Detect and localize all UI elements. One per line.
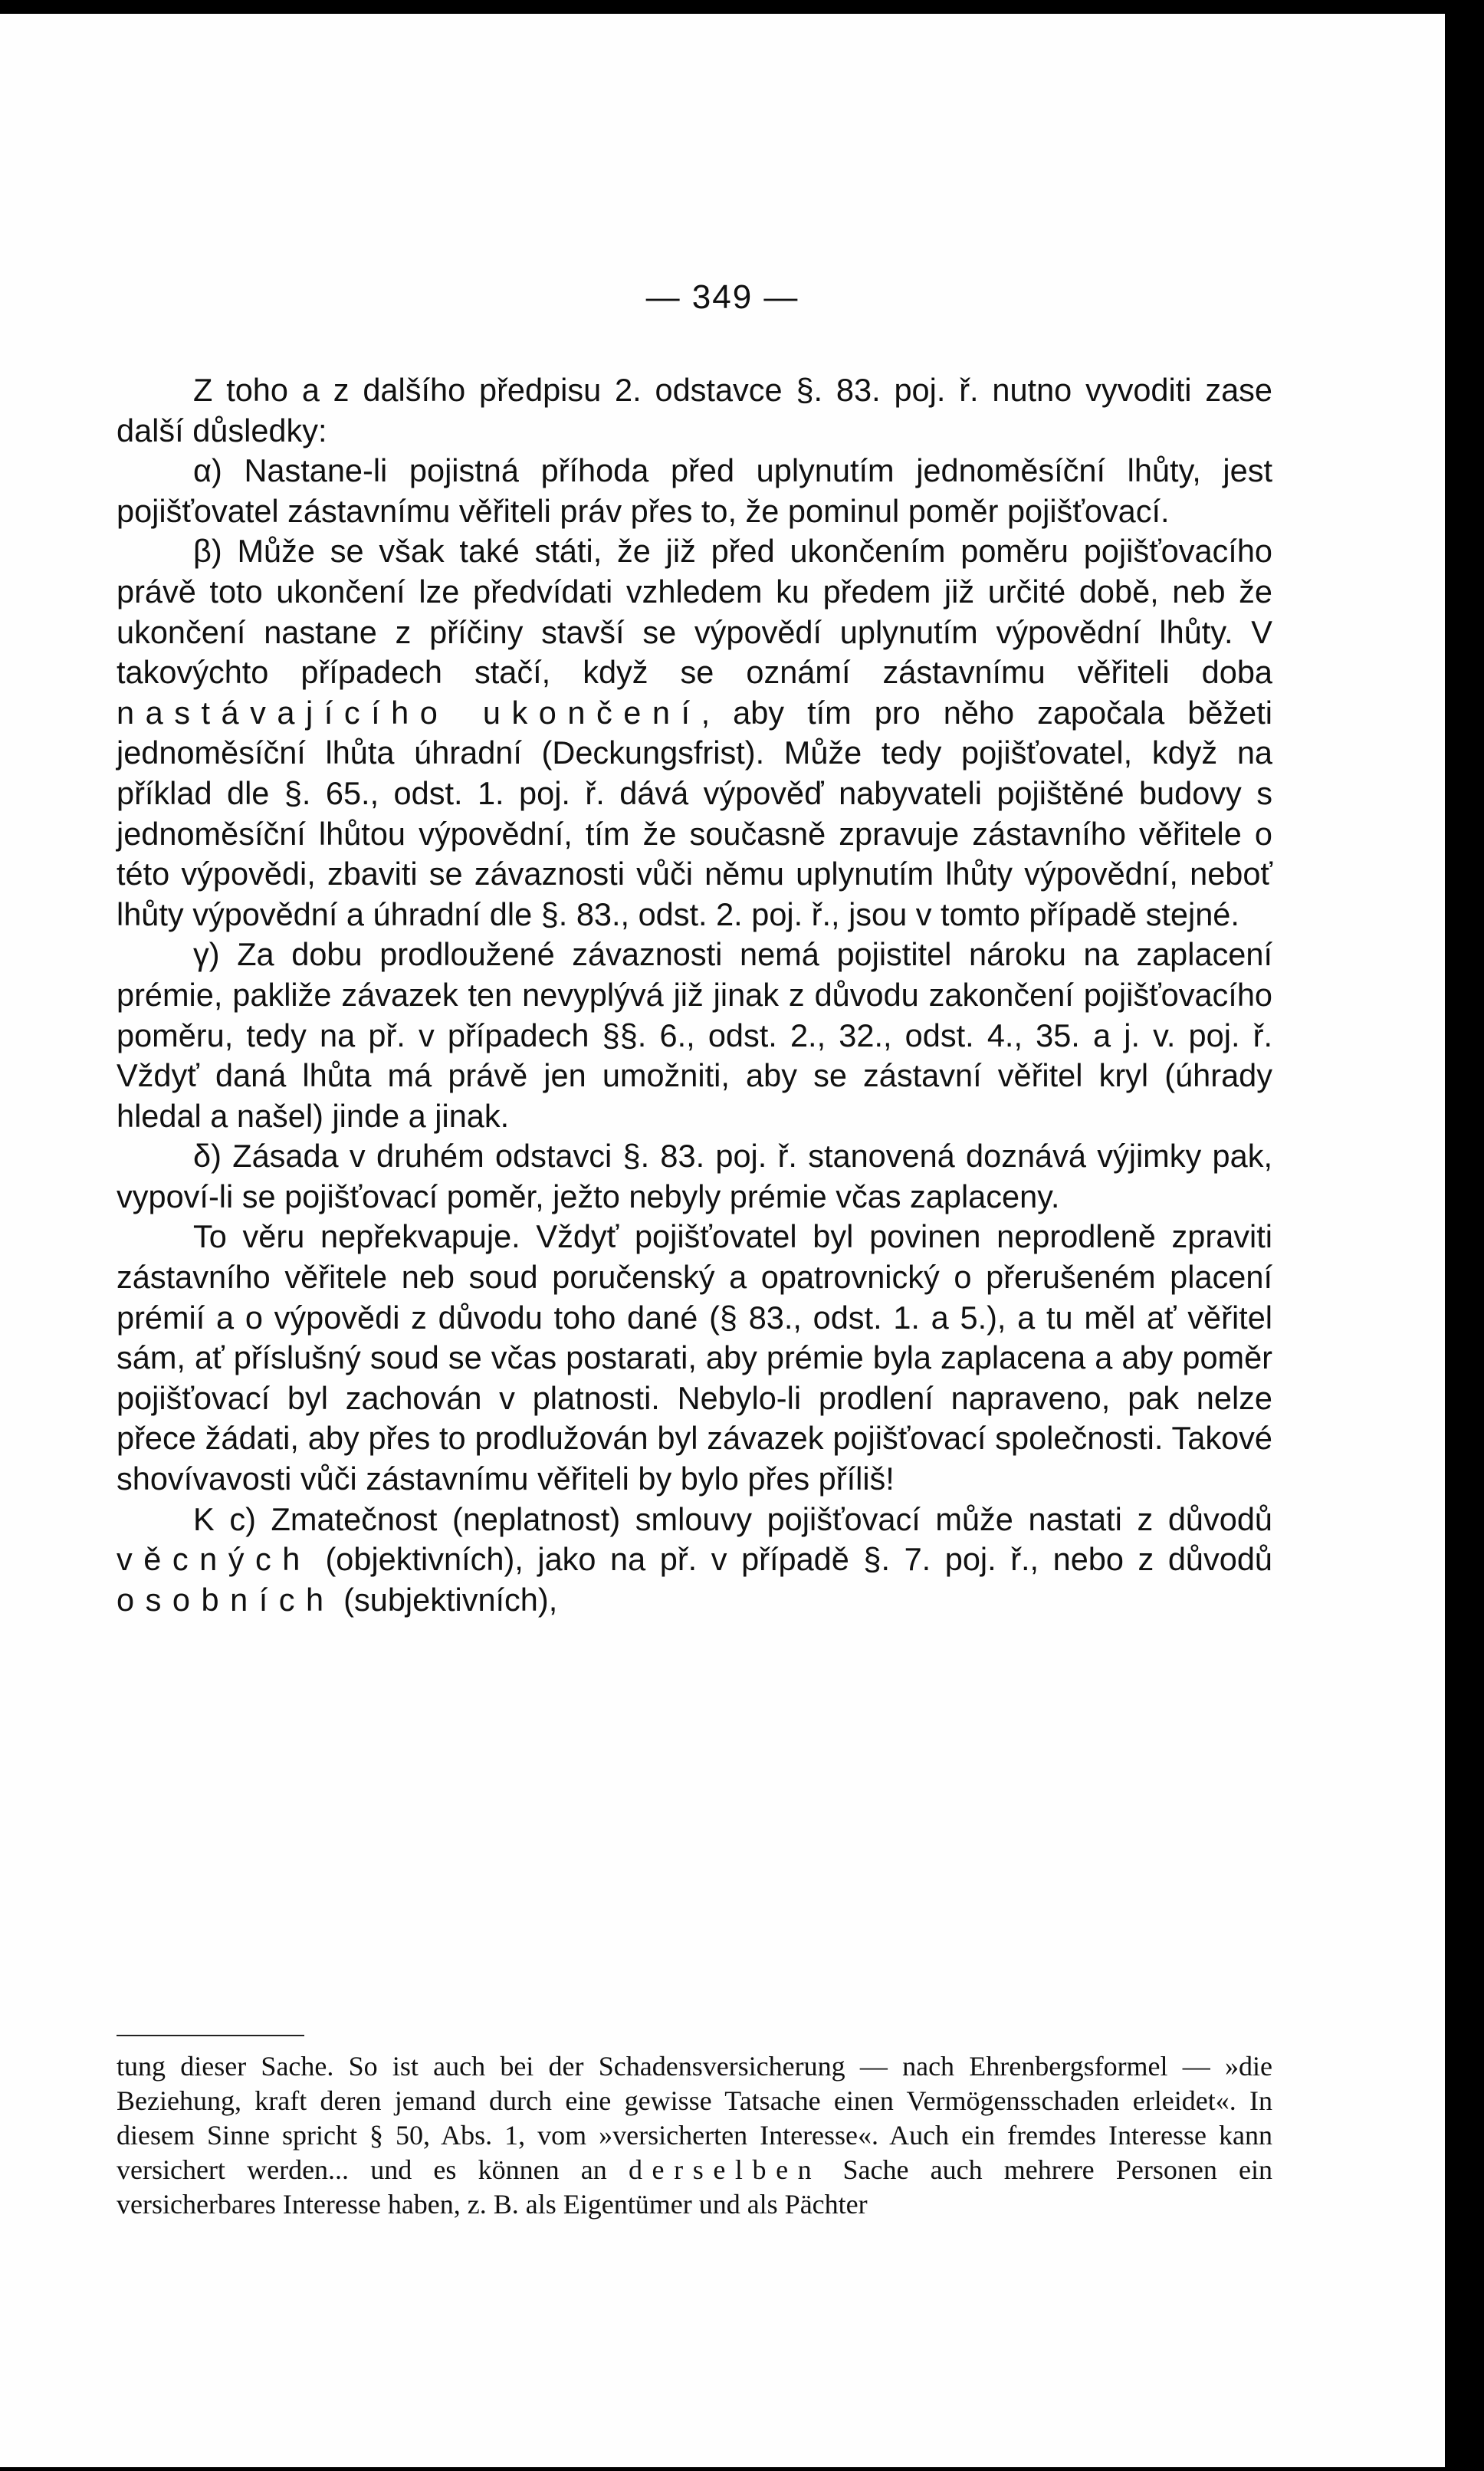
main-text: [117, 370, 1272, 1620]
page-number: — 349 —: [645, 278, 799, 316]
footnote: [117, 2049, 1272, 2222]
emphasis-nastavajiciho-ukonceni: nastávajícího ukončení: [117, 694, 701, 731]
paragraph-7: [117, 1500, 1272, 1621]
paragraph-alpha: α) Nastane-li pojistná příhoda před uplynutím jednoměsíční lhůty, jest pojišťovatel zástavnímu věřiteli práv přes to, že pominul poměr pojišťovací.: [117, 452, 1272, 529]
paragraph-beta-part-1: β) Může se však také státi, že již před ukončením poměru pojišťovacího právě toto ukončení lze předvídati vzhledem ku předem již určité době, neb že ukončení nastane z příčiny stavší se výpovědí uplynutím výpovědní lhůty. V takovýchto případech stačí, když se oznámí zástavnímu věřiteli doba: [117, 533, 1272, 691]
paragraph-7-part-2: (objektivních), jako na př. v případě §. 7. poj. ř., nebo z důvodů: [310, 1541, 1272, 1578]
emphasis-vecnych: věcných: [117, 1541, 311, 1578]
paragraph-beta-part-2: , aby tím pro něho započala běžeti jednoměsíční lhůta úhradní (Deckungsfrist). Může tedy pojišťovatel, když na příklad dle §. 65., odst. 1. poj. ř. dává výpověď nabyvateli pojištěné budovy s jednoměsíční lhůtou výpovědní, tím že současně zpravuje zástavního věřitele o této výpovědi, zbaviti se závaznosti vůči němu uplynutím lhůty výpovědní, neboť lhůty výpovědní a úhradní dle §. 83., odst. 2. poj. ř., jsou v tomto případě stejné.: [117, 694, 1272, 932]
emphasis-derselben: derselben: [628, 2154, 822, 2185]
paragraph-7-part-3: (subjektivních),: [334, 1581, 558, 1618]
paragraph-7-part-1: K c) Zmatečnost (neplatnost) smlouvy pojišťovací může nastati z důvodů: [193, 1500, 1272, 1537]
book-page: [0, 14, 1445, 2467]
paragraph-beta: [117, 531, 1272, 935]
paragraph-6: To věru nepřekvapuje. Vždyť pojišťovatel byl povinen neprodleně zpraviti zástavního věřitele neb soud poručenský a opatrovnický o přerušeném placení prémií a o výpovědi z důvodu toho dané (§ 83., odst. 1. a 5.), a tu měl ať věřitel sám, ať příslušný soud se včas postarati, aby prémie byla zaplacena a aby poměr pojišťovací byl zachován v platnosti. Nebylo-li prodlení napraveno, pak nelze přece žádati, aby přes to prodlužován byl závazek pojišťovací společnosti. Takové shovívavosti vůči zástavnímu věřiteli by bylo přes příliš!: [117, 1218, 1272, 1497]
footnote-part-1: tung dieser Sache. So ist auch bei der Schadensversicherung — nach Ehrenbergsformel — »die Beziehung, kraft deren jemand durch eine gewisse Tatsache einen Vermögensschaden erleidet«. In diesem Sinne spricht § 50, Abs. 1, vom »versicherten Interesse«. Auch ein fremdes Interesse kann versichert werden... und es können an: [117, 2051, 1272, 2185]
footnote-separator: [117, 2035, 304, 2036]
paragraph-delta: δ) Zásada v druhém odstavci §. 83. poj. ř. stanovená doznává výjimky pak, vypoví-li se pojišťovací poměr, ježto nebyly prémie včas zaplaceny.: [117, 1138, 1272, 1214]
emphasis-osobnich: osobních: [117, 1581, 335, 1618]
paragraph-1: Z toho a z dalšího předpisu 2. odstavce §. 83. poj. ř. nutno vyvoditi zase další důsledky:: [117, 372, 1272, 449]
footnote-part-2: Sache auch mehrere Personen ein versicherbares Interesse haben, z. B. als Eigentümer und als Pächter: [117, 2154, 1272, 2220]
paragraph-gamma: γ) Za dobu prodloužené závaznosti nemá pojistitel nároku na zaplacení prémie, pakliže závazek ten nevyplývá již jinak z důvodu zakončení pojišťovacího poměru, tedy na př. v případech §§. 6., odst. 2., 32., odst. 4., 35. a j. v. poj. ř. Vždyť daná lhůta má právě jen umožniti, aby se zástavní věřitel kryl (úhrady hledal a našel) jinde a jinak.: [117, 936, 1272, 1134]
scan-edge: [1445, 0, 1484, 2471]
